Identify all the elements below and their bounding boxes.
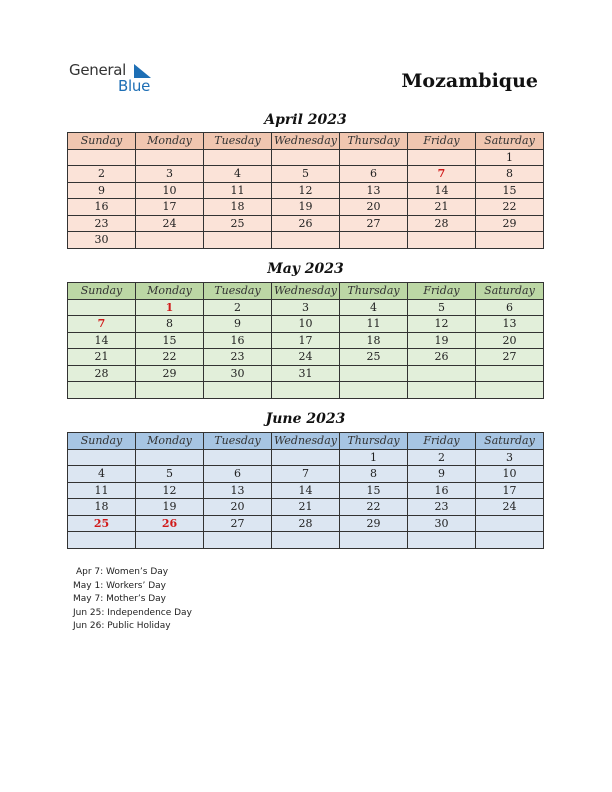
day-cell: 18 — [204, 199, 272, 216]
country-title: Mozambique — [401, 70, 538, 92]
week-row — [68, 382, 544, 399]
day-cell: 11 — [340, 316, 408, 333]
day-cell: 14 — [68, 332, 136, 349]
day-cell: 1 — [476, 149, 544, 166]
day-cell: 16 — [68, 199, 136, 216]
day-cell: 11 — [204, 182, 272, 199]
day-cell: 30 — [204, 365, 272, 382]
day-cell: 29 — [476, 215, 544, 232]
empty-day-cell — [68, 149, 136, 166]
day-cell: 14 — [408, 182, 476, 199]
empty-day-cell — [476, 532, 544, 549]
empty-day-cell — [476, 382, 544, 399]
empty-day-cell — [136, 149, 204, 166]
weekday-header: Monday — [136, 433, 204, 450]
day-cell: 15 — [340, 482, 408, 499]
day-cell: 2 — [408, 449, 476, 466]
empty-day-cell — [272, 532, 340, 549]
weekday-header: Saturday — [476, 133, 544, 150]
day-cell: 2 — [204, 299, 272, 316]
empty-day-cell — [136, 532, 204, 549]
week-row — [68, 182, 544, 199]
day-cell: 27 — [340, 215, 408, 232]
month-title-april: April 2023 — [264, 112, 347, 128]
day-cell: 15 — [476, 182, 544, 199]
weekday-header: Monday — [136, 283, 204, 300]
day-cell: 4 — [340, 299, 408, 316]
day-cell: 17 — [272, 332, 340, 349]
empty-day-cell — [204, 149, 272, 166]
day-cell: 28 — [68, 365, 136, 382]
week-row — [68, 149, 544, 166]
empty-day-cell — [408, 232, 476, 249]
weekday-header: Thursday — [340, 283, 408, 300]
day-cell: 27 — [476, 349, 544, 366]
day-cell: 20 — [340, 199, 408, 216]
week-row — [68, 299, 544, 316]
empty-day-cell — [68, 449, 136, 466]
day-cell: 5 — [408, 299, 476, 316]
empty-day-cell — [476, 365, 544, 382]
weekday-header-row — [68, 283, 544, 300]
week-row — [68, 532, 544, 549]
empty-day-cell — [68, 382, 136, 399]
weekday-header: Thursday — [340, 133, 408, 150]
empty-day-cell — [272, 382, 340, 399]
day-cell: 18 — [340, 332, 408, 349]
weekday-header: Thursday — [340, 433, 408, 450]
day-cell: 12 — [136, 482, 204, 499]
logo-triangle-icon — [134, 64, 152, 78]
day-cell: 19 — [272, 199, 340, 216]
day-cell: 16 — [408, 482, 476, 499]
empty-day-cell — [204, 449, 272, 466]
day-cell: 21 — [272, 499, 340, 516]
day-cell: 22 — [136, 349, 204, 366]
day-cell: 4 — [204, 166, 272, 183]
day-cell: 24 — [476, 499, 544, 516]
day-cell: 21 — [408, 199, 476, 216]
week-row — [68, 482, 544, 499]
day-cell: 4 — [68, 466, 136, 483]
day-cell: 7 — [272, 466, 340, 483]
empty-day-cell — [68, 532, 136, 549]
day-cell: 30 — [68, 232, 136, 249]
day-cell: 24 — [272, 349, 340, 366]
day-cell: 29 — [340, 515, 408, 532]
week-row — [68, 515, 544, 532]
holiday-note: Jun 26: Public Holiday — [73, 621, 171, 631]
empty-day-cell — [408, 149, 476, 166]
week-row — [68, 466, 544, 483]
day-cell: 10 — [272, 316, 340, 333]
empty-day-cell — [408, 532, 476, 549]
day-cell: 17 — [476, 482, 544, 499]
day-cell: 25 — [68, 515, 136, 532]
week-row — [68, 349, 544, 366]
empty-day-cell — [340, 149, 408, 166]
day-cell: 23 — [204, 349, 272, 366]
day-cell: 17 — [136, 199, 204, 216]
week-row — [68, 499, 544, 516]
weekday-header: Saturday — [476, 433, 544, 450]
generalblue-logo — [69, 61, 169, 97]
holiday-note: Apr 7: Women’s Day — [76, 567, 169, 577]
day-cell: 13 — [340, 182, 408, 199]
empty-day-cell — [340, 532, 408, 549]
day-cell: 2 — [68, 166, 136, 183]
weekday-header: Wednesday — [272, 133, 340, 150]
empty-day-cell — [136, 232, 204, 249]
empty-day-cell — [408, 365, 476, 382]
logo-word-general: General — [69, 61, 127, 79]
weekday-header: Tuesday — [204, 133, 272, 150]
day-cell: 8 — [136, 316, 204, 333]
day-cell: 25 — [340, 349, 408, 366]
weekday-header-row — [68, 433, 544, 450]
day-cell: 1 — [340, 449, 408, 466]
day-cell: 25 — [204, 215, 272, 232]
day-cell: 12 — [272, 182, 340, 199]
day-cell: 29 — [136, 365, 204, 382]
weekday-header: Wednesday — [272, 283, 340, 300]
week-row — [68, 215, 544, 232]
weekday-header: Monday — [136, 133, 204, 150]
day-cell: 11 — [68, 482, 136, 499]
day-cell: 26 — [272, 215, 340, 232]
day-cell: 30 — [408, 515, 476, 532]
week-row — [68, 199, 544, 216]
holiday-note: May 7: Mother’s Day — [73, 594, 167, 604]
weekday-header-row — [68, 133, 544, 150]
day-cell: 19 — [408, 332, 476, 349]
holiday-note: May 1: Workers’ Day — [73, 580, 166, 591]
day-cell: 27 — [204, 515, 272, 532]
day-cell: 23 — [68, 215, 136, 232]
week-row — [68, 316, 544, 333]
calendar-april — [67, 132, 544, 249]
day-cell: 28 — [272, 515, 340, 532]
day-cell: 8 — [476, 166, 544, 183]
month-title-may: May 2023 — [267, 261, 344, 277]
logo-word-blue: Blue — [118, 77, 150, 95]
day-cell: 19 — [136, 499, 204, 516]
empty-day-cell — [408, 382, 476, 399]
weekday-header: Saturday — [476, 283, 544, 300]
weekday-header: Sunday — [68, 433, 136, 450]
weekday-header: Friday — [408, 433, 476, 450]
day-cell: 3 — [476, 449, 544, 466]
day-cell: 3 — [136, 166, 204, 183]
empty-day-cell — [136, 382, 204, 399]
empty-day-cell — [272, 232, 340, 249]
day-cell: 7 — [68, 316, 136, 333]
empty-day-cell — [204, 232, 272, 249]
day-cell: 6 — [340, 166, 408, 183]
empty-day-cell — [204, 382, 272, 399]
day-cell: 9 — [68, 182, 136, 199]
day-cell: 1 — [136, 299, 204, 316]
day-cell: 20 — [476, 332, 544, 349]
day-cell: 7 — [408, 166, 476, 183]
week-row — [68, 232, 544, 249]
empty-day-cell — [476, 515, 544, 532]
day-cell: 10 — [476, 466, 544, 483]
week-row — [68, 166, 544, 183]
empty-day-cell — [476, 232, 544, 249]
calendar-may — [67, 282, 544, 399]
day-cell: 22 — [476, 199, 544, 216]
day-cell: 9 — [408, 466, 476, 483]
empty-day-cell — [272, 149, 340, 166]
weekday-header: Sunday — [68, 283, 136, 300]
weekday-header: Tuesday — [204, 433, 272, 450]
empty-day-cell — [340, 232, 408, 249]
day-cell: 13 — [204, 482, 272, 499]
week-row — [68, 332, 544, 349]
empty-day-cell — [68, 299, 136, 316]
weekday-header: Sunday — [68, 133, 136, 150]
day-cell: 13 — [476, 316, 544, 333]
day-cell: 24 — [136, 215, 204, 232]
day-cell: 5 — [136, 466, 204, 483]
day-cell: 6 — [476, 299, 544, 316]
week-row — [68, 365, 544, 382]
day-cell: 10 — [136, 182, 204, 199]
day-cell: 15 — [136, 332, 204, 349]
holiday-note: Jun 25: Independence Day — [73, 607, 192, 618]
weekday-header: Friday — [408, 283, 476, 300]
day-cell: 18 — [68, 499, 136, 516]
day-cell: 28 — [408, 215, 476, 232]
day-cell: 26 — [136, 515, 204, 532]
day-cell: 6 — [204, 466, 272, 483]
day-cell: 20 — [204, 499, 272, 516]
day-cell: 26 — [408, 349, 476, 366]
month-title-june: June 2023 — [265, 411, 346, 427]
empty-day-cell — [136, 449, 204, 466]
day-cell: 9 — [204, 316, 272, 333]
empty-day-cell — [340, 382, 408, 399]
weekday-header: Wednesday — [272, 433, 340, 450]
day-cell: 16 — [204, 332, 272, 349]
day-cell: 21 — [68, 349, 136, 366]
empty-day-cell — [272, 449, 340, 466]
day-cell: 31 — [272, 365, 340, 382]
day-cell: 3 — [272, 299, 340, 316]
day-cell: 22 — [340, 499, 408, 516]
empty-day-cell — [340, 365, 408, 382]
empty-day-cell — [204, 532, 272, 549]
holiday-notes — [73, 566, 192, 634]
day-cell: 12 — [408, 316, 476, 333]
calendar-june — [67, 432, 544, 549]
weekday-header: Friday — [408, 133, 476, 150]
day-cell: 5 — [272, 166, 340, 183]
weekday-header: Tuesday — [204, 283, 272, 300]
day-cell: 14 — [272, 482, 340, 499]
day-cell: 23 — [408, 499, 476, 516]
week-row — [68, 449, 544, 466]
day-cell: 8 — [340, 466, 408, 483]
